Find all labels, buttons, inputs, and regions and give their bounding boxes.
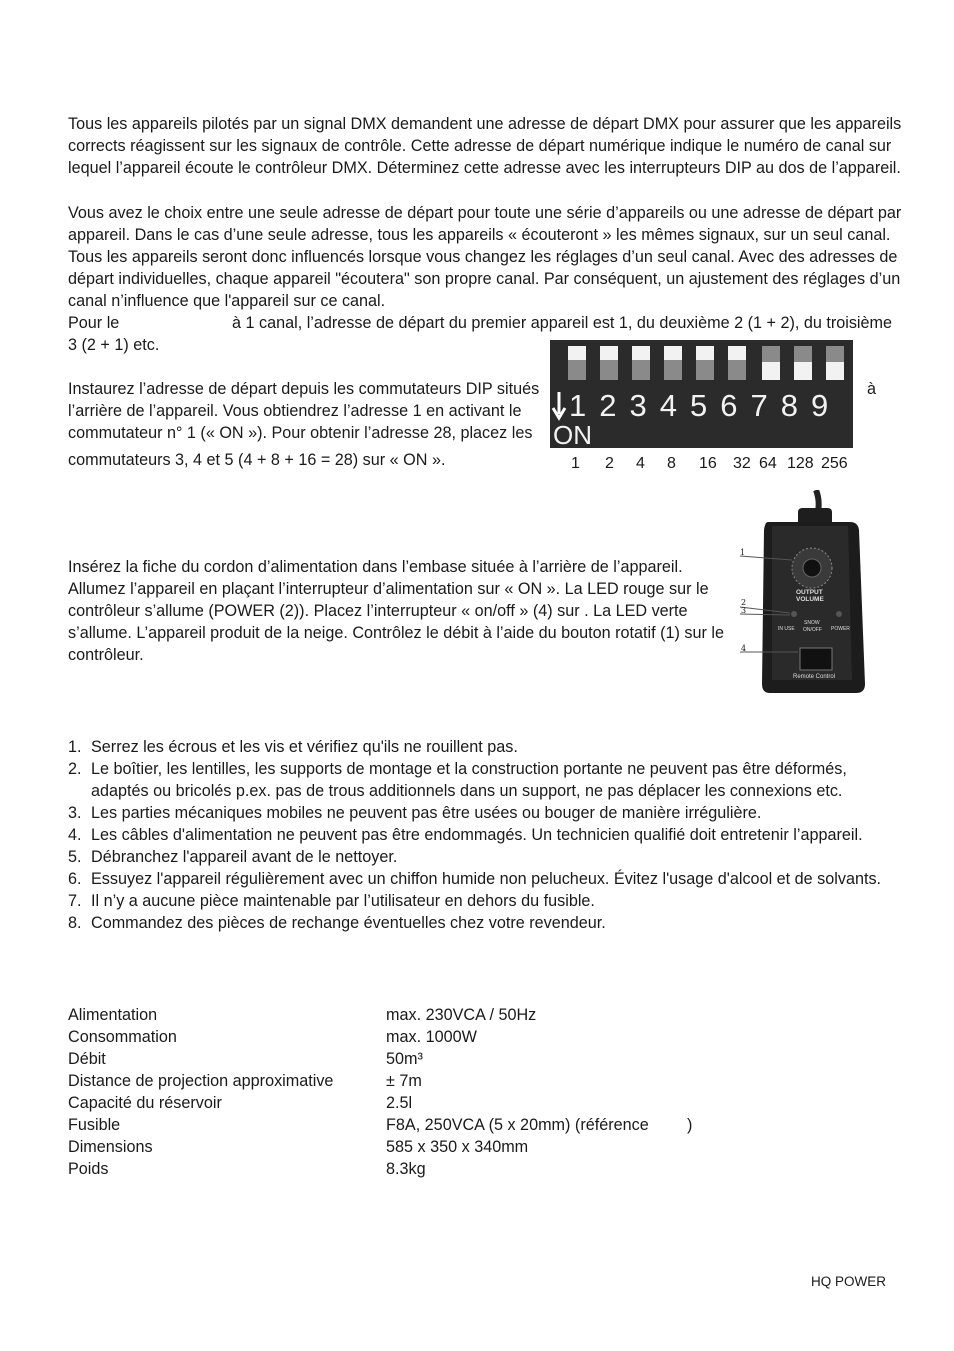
text-line: Vous avez le choix entre une seule adresse de départ pour toute une série d’appareils ou une adresse de départ par	[68, 204, 902, 222]
power-label: POWER	[831, 626, 850, 632]
list-item: Serrez les écrous et les vis et vérifiez qu'ils ne rouillent pas.	[91, 738, 518, 756]
text-line: Pour le	[68, 314, 120, 332]
spec-label: Capacité du réservoir	[68, 1094, 222, 1112]
text-line: Tous les appareils seront donc influencés lorsque vous changez les réglages d’un seul canal. Avec des adresses de	[68, 248, 898, 266]
list-item: Les parties mécaniques mobiles ne peuvent pas être usées ou bouger de manière irrégulière.	[91, 804, 762, 822]
text-line: à 1 canal, l’adresse de départ du premier appareil est 1, du deuxième 2 (1 + 2), du troisième	[232, 314, 893, 332]
dip-number: 9	[811, 388, 842, 423]
spec-label: Fusible	[68, 1116, 121, 1134]
list-number: 5.	[68, 848, 82, 866]
text-line: Instaurez l’adresse de départ depuis les commutateurs DIP situés	[68, 380, 540, 398]
dip-weight: 128	[787, 455, 814, 472]
callout-number: 1	[740, 548, 746, 557]
dip-weight: 256	[821, 455, 848, 472]
dip-number: 2	[599, 388, 630, 423]
spec-value: 8.3kg	[386, 1160, 426, 1178]
text-line: commutateurs 3, 4 et 5 (4 + 8 + 16 = 28) sur « ON ».	[68, 451, 446, 469]
dip-weight: 1	[571, 455, 580, 472]
list-item: adaptés ou bricolés p.ex. pas de trous additionnels dans un support, ne pas déplacer les connexions etc.	[91, 782, 843, 800]
dip-number: 5	[690, 388, 721, 423]
spec-value: max. 1000W	[386, 1028, 477, 1046]
spec-label: Distance de projection approximative	[68, 1072, 334, 1090]
text-line: contrôleur.	[68, 646, 144, 664]
list-number: 7.	[68, 892, 82, 910]
dip-number: 7	[750, 388, 781, 423]
spec-value: ± 7m	[386, 1072, 422, 1090]
text-line: Allumez l’appareil en plaçant l’interrupteur d’alimentation sur « ON ». La LED rouge sur le	[68, 580, 709, 598]
spec-label: Débit	[68, 1050, 106, 1068]
on-off-label: ON/OFF	[803, 627, 822, 633]
dip-number: 8	[780, 388, 811, 423]
remote-controller-image	[738, 490, 868, 695]
spec-value-suffix: )	[687, 1116, 693, 1134]
spec-value: F8A, 250VCA (5 x 20mm) (référence	[386, 1116, 649, 1134]
volume-label: VOLUME	[796, 596, 824, 603]
dip-weight: 16	[699, 455, 717, 472]
dip-number: 6	[720, 388, 751, 423]
list-number: 8.	[68, 914, 82, 932]
text-line: s’allume. L’appareil produit de la neige. Contrôlez le débit à l’aide du bouton rotatif (1) sur le	[68, 624, 724, 642]
text-line: contrôleur s’allume (POWER (2)). Placez l’interrupteur « on/off » (4) sur . La LED verte	[68, 602, 688, 620]
spec-label: Consommation	[68, 1028, 177, 1046]
spec-value: 585 x 350 x 340mm	[386, 1138, 529, 1156]
dip-weight: 8	[667, 455, 676, 472]
dip-weight: 64	[759, 455, 777, 472]
text-line: 3 (2 + 1) etc.	[68, 336, 160, 354]
dip-switch-image	[550, 340, 853, 448]
dip-weight: 2	[605, 455, 614, 472]
callout-number: 4	[741, 644, 747, 653]
text-line: Insérez la fiche du cordon d’alimentation dans l’embase située à l’arrière de l’appareil.	[68, 558, 683, 576]
dip-number: 4	[659, 388, 690, 423]
remote-control-label: Remote Control	[793, 674, 836, 680]
dip-numbers	[569, 388, 841, 424]
list-number: 2.	[68, 760, 82, 778]
text-line: appareil. Dans le cas d’une seule adresse, tous les appareils « écouteront » les mêmes signaux, sur un seul canal.	[68, 226, 891, 244]
list-number: 6.	[68, 870, 82, 888]
dip-number: 1	[569, 388, 600, 423]
text-line: l’arrière de l’appareil. Vous obtiendrez l’adresse 1 en activant le	[68, 402, 522, 420]
list-item: Il n’y a aucune pièce maintenable par l’utilisateur en dehors du fusible.	[91, 892, 595, 910]
spec-label: Poids	[68, 1160, 109, 1178]
list-item: Essuyez l'appareil régulièrement avec un chiffon humide non pelucheux. Évitez l'usage d'alcool et de solvants.	[91, 870, 882, 888]
list-item: Le boîtier, les lentilles, les supports de montage et la construction portante ne peuvent pas être déformés,	[91, 760, 847, 778]
text-line: canal n’influence que l'appareil sur ce canal.	[68, 292, 386, 310]
dip-number: 3	[629, 388, 660, 423]
in-use-label: IN USE	[778, 626, 795, 632]
list-number: 3.	[68, 804, 82, 822]
spec-label: Alimentation	[68, 1006, 158, 1024]
text-line: lequel l’appareil écoute le contrôleur DMX. Déterminez cette adresse avec les interrupteurs DIP au dos de l’appareil.	[68, 159, 901, 177]
list-item: Les câbles d'alimentation ne peuvent pas être endommagés. Un technicien qualifié doit entretenir l’appareil.	[91, 826, 863, 844]
callout-number: 2	[741, 598, 747, 607]
text-line: corrects réagissent sur les signaux de contrôle. Cette adresse de départ numérique indique le numéro de canal sur	[68, 137, 892, 155]
text-line: Tous les appareils pilotés par un signal DMX demandent une adresse de départ DMX pour assurer que les appareils	[68, 115, 902, 133]
spec-value: max. 230VCA / 50Hz	[386, 1006, 537, 1024]
list-item: Commandez des pièces de rechange éventuelles chez votre revendeur.	[91, 914, 606, 932]
list-number: 1.	[68, 738, 82, 756]
snow-label: SNOW	[804, 620, 820, 626]
output-label: OUTPUT	[796, 589, 823, 596]
spec-value: 2.5l	[386, 1094, 413, 1112]
callout-number: 3	[741, 606, 747, 615]
spec-value: 50m³	[386, 1050, 423, 1068]
dip-weight: 4	[636, 455, 645, 472]
dip-weight: 32	[733, 455, 751, 472]
list-item: Débranchez l'appareil avant de le nettoyer.	[91, 848, 398, 866]
switch-levers	[568, 346, 844, 380]
spec-label: Dimensions	[68, 1138, 153, 1156]
footer-brand: HQ POWER	[810, 1274, 886, 1289]
text-line: commutateur n° 1 (« ON »). Pour obtenir l’adresse 28, placez les	[68, 424, 533, 442]
dip-on-label: ON	[553, 420, 592, 450]
list-number: 4.	[68, 826, 82, 844]
text-line: à	[867, 380, 877, 398]
text-line: départ individuelles, chaque appareil "écoutera" son propre canal. Par conséquent, un ajustement des réglages d’un	[68, 270, 901, 288]
